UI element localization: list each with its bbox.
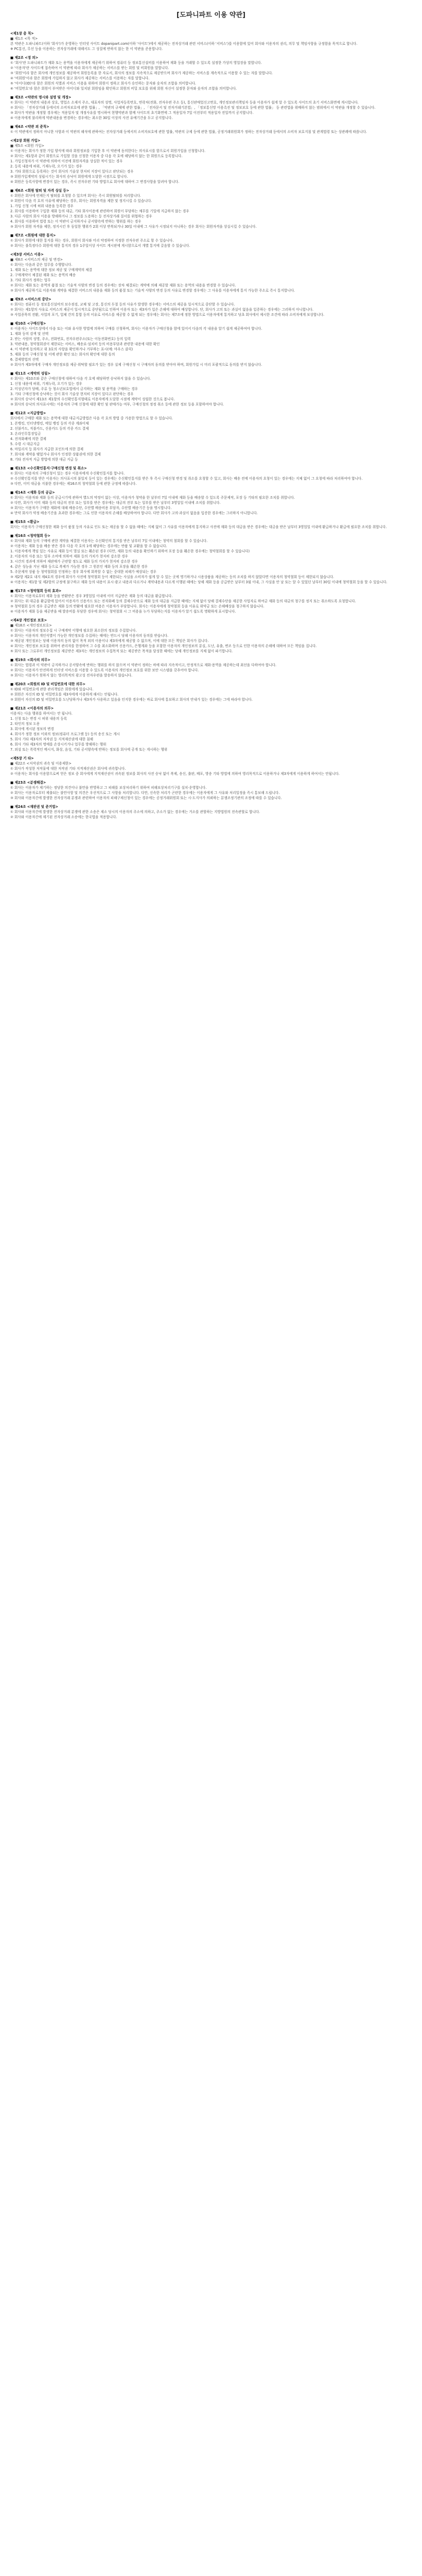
terms-line: 3. 기타 회원으로 등록하는 것이 회사의 기술상 현저히 지장이 있다고 판단되는 경우: [10, 170, 134, 174]
terms-line: ② 회사는 이용자의 개인식별이 가능한 개인정보를 수집하는 때에는 반드시 당해 이용자의 동의를 받습니다.: [10, 634, 169, 638]
terms-line: 4. 이 약관에 동의하고 위 3호의 사항을 확인하거나 거부하는 표시(예: 마우스 클릭): [10, 347, 133, 351]
terms-line: ② 회사는 재화 또는 용역의 품절 또는 기술적 사양의 변경 등의 경우에는 장차 체결되는 계약에 의해 제공할 재화 또는 용역의 내용을 변경할 수 있습니다.: [10, 283, 236, 287]
terms-line: 1. 신청 내용에 허위, 기재누락, 오기가 있는 경우: [10, 382, 82, 386]
terms-line: ① 회사가 회원에 대한 통지를 하는 경우, 회원이 회사와 미리 약정하여 지정한 전자우편 주소로 할 수 있습니다.: [10, 239, 174, 243]
terms-line: 2. 이용자의 사용 또는 일부 소비에 의하여 재화 등의 가치가 현저히 감소한 경우: [10, 554, 128, 558]
terms-line: 8. 기타 전자적 지급 방법에 의한 대금 지급 등: [10, 457, 78, 462]
terms-line: ① 이용자는 회사가 정한 가입 양식에 따라 회원정보를 기입한 후 이 약관에 동의한다는 의사표시를 함으로서 회원가입을 신청합니다.: [10, 149, 206, 153]
terms-line: 1. 폰뱅킹, 인터넷뱅킹, 메일 뱅킹 등의 각종 계좌이체: [10, 421, 89, 426]
terms-line: ■ 제22조 <저작권의 귀속 및 이용제한>: [10, 761, 72, 766]
terms-line: ③ 청약철회 등의 경우 공급받은 재화 등의 반환에 필요한 비용은 이용자가 부담합니다. 회사는 이용자에게 청약철회 등을 이유로 위약금 또는 손해배상을 청구하지 않습니다.: [10, 604, 265, 608]
terms-line: ② 회사의 승낙이 제13조 제1항의 수신확인통지형태로 이용자에게 도달한 시점에 계약이 성립한 것으로 봅니다.: [10, 397, 175, 401]
section-spacer: [10, 407, 411, 411]
terms-line: 3. 온라인무통장입금: [10, 432, 41, 436]
section-heading: <제3장 서비스 이용>: [10, 252, 44, 257]
terms-line: 2. 받는 사람의 성명, 주소, 전화번호, 전자우편주소(또는 이동전화번호) 등의 입력: [10, 337, 131, 341]
terms-line: ① 회사는 이용자의 구매신청이 있는 경우 이용자에게 수신확인통지를 합니다.: [10, 471, 125, 476]
terms-line: 5. 수령 시 대금지급: [10, 442, 40, 446]
terms-line: ① 회사는 제10조와 같은 구매신청에 대하여 다음 각 호에 해당하면 승낙하지 않을 수 있습니다.: [10, 377, 151, 381]
section-heading: <제5장 기 타>: [10, 756, 34, 760]
section-heading: ■ 제7조 <회원에 대한 통지>: [10, 233, 56, 238]
terms-line: 4. 회사를 이용하여 법령 또는 이 약관이 금지하거나 공서양속에 반하는 행위를 하는 경우: [10, 219, 142, 224]
terms-line: 1. 가입 신청 시에 허위 내용을 등록한 경우: [10, 204, 74, 208]
section-heading: ■ 제17조 <청약철회 등의 효과>: [10, 589, 62, 593]
terms-line: ③ 회원이 자신의 ID 및 비밀번호를 도난당하거나 제3자가 사용하고 있음을 인지한 경우에는 바로 회사에 통보하고 회사의 안내가 있는 경우에는 그에 따라야 합니다.: [10, 698, 253, 702]
terms-line: 본 약관은 도파니파트(이하 '회사')가 운영하는 인터넷 사이트 dopanipart.com(이하 '사이트')에서 제공하는 전자상거래 관련 서비스(이하 '서비스')를 이용함에 있어 회사와 이용자의 권리, 의무 및 책임사항을 규정함을 목적으로 합니다.: [10, 42, 358, 46]
section-heading: ■ 제16조 <청약철회 등>: [10, 534, 50, 538]
section-spacer: [10, 367, 411, 371]
terms-line: 1. 신청 또는 변경 시 허위 내용의 등록: [10, 717, 67, 721]
terms-line: ③ 회원가입계약의 성립시기는 회사의 승낙이 회원에게 도달한 시점으로 합니다.: [10, 175, 128, 179]
section-spacer: [10, 820, 411, 823]
terms-line: 1. 재화 또는 용역에 대한 정보 제공 및 구매계약의 체결: [10, 268, 92, 272]
terms-line: ② 회사는 위 대금을 환급함에 있어서 이용자가 신용카드 또는 전자화폐 등의 결제수단으로 재화 등의 대금을 지급한 때에는 지체 없이 당해 결제수단을 제공한 사업자로 하여금 재화 등의 대금의 청구를 정지 또는 취소하도록 요청합니다.: [10, 599, 356, 603]
terms-line: ※ PC통신, 무선 등을 이용하는 전자상거래에 대해서도 그 성질에 반하지 않는 한 이 약관을 준용합니다.: [10, 47, 163, 51]
terms-line: ③ 회사가 회원 자격을 제한, 정지시킨 후 동일한 행위가 2회 이상 반복되거나 30일 이내에 그 사유가 시정되지 아니하는 경우 회사는 회원자격을 상실시킬 수 있습니다.: [10, 225, 257, 229]
terms-line: ② 회사는 제1항의 사유로 서비스의 제공이 일시적으로 중단됨으로 인하여 이용자 또는 제3자가 입은 손해에 대하여 배상합니다. 단, 회사가 고의 또는 과실이 없음을 입증하는 경우에는 그러하지 아니합니다.: [10, 308, 313, 312]
terms-line: 4. 같은 성능을 지닌 재화 등으로 복제가 가능한 경우 그 원본인 재화 등의 포장을 훼손한 경우: [10, 565, 148, 569]
section-spacer: [10, 91, 411, 95]
terms-line: ① 회사와 이용자간에 발생한 전자상거래 분쟁에 관한 소송은 제소 당시의 이용자의 주소에 의하고, 주소가 없는 경우에는 거소를 관할하는 지방법원의 전속관할로 합니다.: [10, 810, 260, 814]
section-spacer: [10, 486, 411, 490]
terms-line: 4. 회사가 정한 정보 이외의 정보(컴퓨터 프로그램 등) 등의 송신 또는 게시: [10, 732, 120, 736]
terms-line: 6. 마일리지 등 회사가 지급한 포인트에 의한 결제: [10, 447, 83, 451]
terms-line: ⑥ '비밀번호'라 함은 회원이 부여받은 아이디와 일치된 회원임을 확인하고 회원의 비밀 보호를 위해 회원 자신이 설정한 문자와 숫자의 조합을 의미합니다.: [10, 87, 237, 91]
section-spacer: [10, 801, 411, 804]
section-spacer: [10, 654, 411, 657]
section-spacer: [10, 702, 411, 706]
terms-line: 1. 가입신청자가 이 약관에 의하여 이전에 회원자격을 상실한 적이 있는 경우: [10, 159, 123, 163]
section-spacer: [10, 121, 411, 124]
section-spacer: [10, 184, 411, 188]
section-heading: ■ 제10조 <구매신청>: [10, 321, 46, 326]
terms-line: 2. 등록 내용에 허위, 기재누락, 오기가 있는 경우: [10, 164, 82, 168]
section-spacer: [10, 248, 411, 252]
section-heading: ■ 제2조 <정 의>: [10, 56, 39, 60]
terms-line: ④ 만약 회사가 약정 배송기간을 초과한 경우에는 그로 인한 이용자의 손해를 배상하여야 합니다. 다만 회사가 고의·과실이 없음을 입증한 경우에는 그러하지 아니합니다.: [10, 511, 258, 515]
terms-line: ② 회원이 다음 각 호의 사유에 해당하는 경우, 회사는 회원자격을 제한 및 정지시킬 수 있습니다.: [10, 199, 152, 203]
terms-line: ■ 제18조 <개인정보보호>: [10, 623, 52, 628]
section-spacer: [10, 516, 411, 519]
section-heading: ■ 제21조 <이용자의 의무>: [10, 706, 54, 710]
terms-line: ② 회사는 불특정다수 회원에 대한 통지의 경우 1주일이상 사이트 게시판에 게시함으로서 개별 통지에 갈음할 수 있습니다.: [10, 244, 190, 248]
terms-line: 3. 기타 회사가 정하는 업무: [10, 278, 51, 282]
section-spacer: [10, 134, 411, 138]
section-heading: ■ 제12조 <지급방법>: [10, 411, 46, 415]
terms-line: 2. 타인의 정보 도용: [10, 722, 40, 726]
terms-line: ② 다만, 회사가 이미 재화 등의 대금의 전부 또는 일부를 받은 경우에는 대금의 전부 또는 일부를 받은 날부터 3영업일 이내에 조치를 취합니다.: [10, 501, 221, 505]
section-spacer: [10, 776, 411, 780]
terms-line: ③ 제공된 개인정보는 당해 이용자의 동의 없이 목적 외의 이용이나 제3자에게 제공할 수 없으며, 이에 대한 모든 책임은 회사가 집니다.: [10, 639, 209, 643]
terms-line: ① ID와 비밀번호에 관한 관리책임은 회원에게 있습니다.: [10, 687, 94, 691]
terms-line: ② '이용자'란 사이트에 접속하여 이 약관에 따라 회사가 제공하는 서비스를 받는 회원 및 비회원을 말합니다.: [10, 66, 169, 70]
section-heading: ■ 제6조 <회원 탈퇴 및 자격 상실 등>: [10, 189, 69, 193]
terms-line: 2. 회사를 이용하여 구입한 재화 등의 대금, 기타 회사이용에 관련하여 회원이 부담하는 채무를 기일에 지급하지 않는 경우: [10, 209, 189, 213]
terms-line: ④ 이용자는 제1항 및 제2항의 규정에 불구하고 재화 등의 내용이 표시·광고 내용과 다르거나 계약내용과 다르게 이행된 때에는 당해 재화 등을 공급받은 날부터 3월 이내, 그 사실을 안 날 또는 알 수 있었던 날부터 30일 이내에 청약철회 등을 할 수 있습니다.: [10, 580, 388, 584]
terms-line: ③ 회사는 이용자가 원하지 않는 영리목적의 광고성 전자우편을 발송하지 않습니다.: [10, 673, 133, 677]
terms-line: ① 회사는 이용자와 재화 등의 공급시기에 관하여 별도의 약정이 없는 이상, 이용자가 청약을 한 날부터 7일 이내에 재화 등을 배송할 수 있도록 주문제작, 포장 등 기타의 필요한 조치를 취합니다.: [10, 496, 295, 500]
section-heading: ■ 제4조 <약관 외 준칙>: [10, 125, 49, 129]
terms-line: ① 회원은 회사에 언제든지 탈퇴를 요청할 수 있으며 회사는 즉시 회원탈퇴를 처리합니다.: [10, 194, 141, 198]
terms-line: ② 회원은 자신의 ID 및 비밀번호를 제3자에게 이용하게 해서는 안됩니다.: [10, 692, 119, 697]
terms-line: ④ 회사는 개인정보 보호를 위하여 관리자를 한정하여 그 수를 최소화하며 신용카드, 은행계좌 등을 포함한 이용자의 개인정보의 분실, 도난, 유출, 변조 등으로 인한 이용자의 손해에 대하여 모든 책임을 집니다.: [10, 644, 317, 648]
terms-line: 6. 회사 기타 제3자의 명예를 손상시키거나 업무를 방해하는 행위: [10, 742, 107, 747]
terms-line: ① 회사와 재화 등의 구매에 관한 계약을 체결한 이용자는 수신확인의 통지를 받은 날부터 7일 이내에는 청약의 철회를 할 수 있습니다.: [10, 539, 208, 543]
section-heading: <제2장 회원 가입>: [10, 139, 41, 143]
terms-line: ① 회사는 다음과 같은 업무를 수행합니다.: [10, 263, 73, 267]
terms-line: 7. 외설 또는 폭력적인 메시지, 화상, 음성, 기타 공서양속에 반하는 정보를 회사에 공개 또는 게시하는 행위: [10, 748, 168, 752]
terms-line: 회사에서 구매한 재화 또는 용역에 대한 대금지급방법은 다음 각 호의 방법 중 가용한 방법으로 할 수 있습니다.: [10, 416, 173, 420]
section-heading: ■ 제24조 <재판권 및 준거법>: [10, 805, 58, 809]
terms-line: ③ '회원'이라 함은 회사에 개인정보를 제공하여 회원등록을 한 자로서, 회사의 정보를 지속적으로 제공받으며 회사가 제공하는 서비스를 계속적으로 이용할 수 있는 자를 말합니다.: [10, 71, 273, 75]
terms-line: ② 회사는 이용자로부터 제출되는 불만사항 및 의견은 우선적으로 그 사항을 처리합니다. 다만, 신속한 처리가 곤란한 경우에는 이용자에게 그 사유와 처리일정을 즉시 통보해 드립니다.: [10, 791, 280, 795]
terms-line: ② 회사는 이용자가 안전하게 인터넷 서비스를 이용할 수 있도록 이용자의 개인정보 보호를 위한 보안 시스템을 갖추어야 합니다.: [10, 668, 199, 672]
section-heading: ■ 제14조 <재화 등의 공급>: [10, 490, 55, 495]
terms-line: ① 회사는 법령과 이 약관이 금지하거나 공서양속에 반하는 행위를 하지 않으며 이 약관이 정하는 바에 따라 지속적이고, 안정적으로 재화·용역을 제공하는데 최선을 다하여야 합니다.: [10, 663, 276, 667]
terms-line: ④ '비회원'이라 함은 회원에 가입하지 않고 회사가 제공하는 서비스를 이용하는 자를 말합니다.: [10, 76, 150, 80]
terms-line: ② 회사와 이용자간에 제기된 전자상거래 소송에는 한국법을 적용합니다.: [10, 815, 117, 819]
terms-line: ③ 회사의 승낙의 의사표시에는 이용자의 구매 신청에 대한 확인 및 판매가능 여부, 구매신청의 정정 취소 등에 관한 정보 등을 포함하여야 합니다.: [10, 402, 224, 406]
terms-line: ④ 이용자에게 불리하게 약관내용을 변경하는 경우에는 최소한 30일 이상의 사전 유예기간을 두고 공지합니다.: [10, 116, 173, 120]
terms-line: 3. 기타 구매신청에 승낙하는 것이 회사 기술상 현저히 지장이 있다고 판단하는 경우: [10, 392, 134, 396]
terms-line: ① 회사는 컴퓨터 등 정보통신설비의 보수점검, 교체 및 고장, 통신의 두절 등의 사유가 발생한 경우에는 서비스의 제공을 일시적으로 중단할 수 있습니다.: [10, 302, 235, 307]
terms-line: ⑤ '아이디(ID)'라 함은 회원의 식별과 서비스 이용을 위하여 회원이 정하고 회사가 승인하는 문자와 숫자의 조합을 의미합니다.: [10, 81, 196, 86]
terms-line: ① 회사가 작성한 저작물에 대한 저작권 기타 지적재산권은 회사에 귀속합니다.: [10, 767, 126, 771]
terms-line: ② 이용자는 회사를 이용함으로써 얻은 정보 중 회사에게 지적재산권이 귀속된 정보를 회사의 사전 승낙 없이 복제, 송신, 출판, 배포, 방송 기타 방법에 의하여 영리목적으로 이용하거나 제3자에게 이용하게 하여서는 안됩니다.: [10, 772, 340, 776]
section-heading: <제1장 총 칙>: [10, 31, 34, 36]
terms-line: 2. 미성년자가 담배, 주류 등 청소년보호법에서 금지하는 재화 및 용역을 구매하는 경우: [10, 387, 138, 391]
terms-line: ■ 제5조 <회원 가입>: [10, 144, 44, 148]
section-spacer: [10, 530, 411, 533]
section-heading: ■ 제15조 <환급>: [10, 520, 40, 524]
section-heading: ■ 제11조 <계약의 성립>: [10, 371, 50, 376]
section-spacer: [10, 293, 411, 297]
terms-line: ① 회사는 이용자가 제기하는 정당한 의견이나 불만을 반영하고 그 피해를 보상처리하기 위하여 피해보상처리기구를 설치·운영합니다.: [10, 786, 207, 790]
terms-line: ① '회사'란 도파니파트가 재화 또는 용역을 이용자에게 제공하기 위하여 컴퓨터 등 정보통신설비를 이용하여 재화 등을 거래할 수 있도록 설정한 가상의 영업장을 말합니다.: [10, 61, 262, 65]
terms-line: 3. 회사에 게시된 정보의 변경: [10, 727, 54, 731]
terms-line: ② 회사가 제3자에게 구매자 개인정보를 제공·위탁할 필요가 있는 경우 실제 구매신청 시 구매자의 동의를 받아야 하며, 회원가입 시 미리 포괄적으로 동의를 받지 않습니다.: [10, 363, 262, 367]
terms-line: ② 회사는 「전자상거래 등에서의 소비자보호에 관한 법률」, 「약관의 규제에 관한 법률」, 「전자문서 및 전자거래기본법」, 「정보통신망 이용촉진 및 정보보호 등에 관한 법률」 등 관련법을 위배하지 않는 범위에서 이 약관을 개정할 수 있습니다.: [10, 106, 376, 110]
terms-line: ③ 회사와 이용자간에 발생한 전자상거래 분쟁과 관련하여 이용자의 피해구제신청이 있는 경우에는 공정거래위원회 또는 시·도지사가 의뢰하는 분쟁조정기관의 조정에 따를 수 있습니다.: [10, 796, 282, 800]
terms-line: 3. 시간의 경과에 의하여 재판매가 곤란할 정도로 재화 등의 가치가 현저히 감소한 경우: [10, 560, 138, 564]
terms-line: ① 회사는 이용자의 정보수집 시 구매계약 이행에 필요한 최소한의 정보를 수집합니다.: [10, 629, 137, 633]
terms-line: ③ 제2항 제2호 내지 제4호의 경우에 회사가 사전에 청약철회 등이 제한되는 사실을 소비자가 쉽게 알 수 있는 곳에 명기하거나 시용상품을 제공하는 등의 조치를 하지 않았다면 이용자의 청약철회 등이 제한되지 않습니다.: [10, 575, 335, 579]
terms-line: ③ 회사는 이용자가 구매한 재화에 대해 배송수단, 수단별 배송비용 부담자, 수단별 배송기간 등을 명시합니다.: [10, 506, 172, 510]
terms-line: ① 회사는 이 약관의 내용과 상호, 영업소 소재지 주소, 대표자의 성명, 사업자등록번호, 연락처(전화, 전자우편 주소 등), 통신판매업신고번호, 개인정보관리책임자 등을 이용자가 쉽게 알 수 있도록 사이트의 초기 서비스화면에 게시합니다.: [10, 100, 359, 105]
terms-line: 2. 선불카드, 직불카드, 신용카드 등의 각종 카드 결제: [10, 427, 89, 431]
terms-line: 2. 구매계약이 체결된 재화 또는 용역의 배송: [10, 273, 76, 277]
terms-line: ④ 이용자가 재화 등을 제공받을 때 발송비를 부담한 경우에 회사는 청약철회 시 그 비용을 누가 부담하는지를 이용자가 알기 쉽도록 명확하게 표시합니다.: [10, 609, 236, 614]
terms-line: 6. 결제방법의 선택: [10, 358, 39, 362]
terms-line: ⑤ 회사 또는 그로부터 개인정보를 제공받은 제3자는 개인정보의 수집목적 또는 제공받은 목적을 달성한 때에는 당해 개인정보를 지체 없이 파기합니다.: [10, 649, 233, 653]
terms-line: ② 이용자는 재화 등을 배송 받은 경우 다음 각 호의 1에 해당하는 경우에는 반품 및 교환을 할 수 없습니다.: [10, 544, 167, 548]
section-spacer: [10, 614, 411, 618]
terms-line: ■ 제8조 <서비스의 제공 및 변경>: [10, 258, 63, 262]
terms-line: ① 이용자는 사이트상에서 다음 또는 이와 유사한 방법에 의하여 구매를 신청하며, 회사는 이용자가 구매신청을 함에 있어서 다음의 각 내용을 알기 쉽게 제공하여야 합니다.: [10, 327, 262, 331]
document-title: [도파니파트 이용 약관]: [177, 11, 245, 19]
section-heading: ■ 제19조 <회사의 의무>: [10, 658, 50, 662]
terms-line: 5. 주문제작 상품 등 청약철회를 인정하는 경우 회사에 회복할 수 없는 중대한 피해가 예상되는 경우: [10, 570, 157, 574]
terms-line: 1. 이용자에게 책임 있는 사유로 재화 등이 멸실 또는 훼손된 경우 (다만, 재화 등의 내용을 확인하기 위하여 포장 등을 훼손한 경우에는 청약철회를 할 수 있습니다): [10, 549, 250, 553]
section-spacer: [10, 462, 411, 466]
terms-line: ■ 제1조 <목 적>: [10, 37, 38, 41]
terms-line: ④ 회원은 등록사항에 변경이 있는 경우, 즉시 전자우편 기타 방법으로 회사에 대하여 그 변경사항을 알려야 합니다.: [10, 180, 180, 184]
section-spacer: [10, 678, 411, 682]
terms-line: ② 회사는 제1항과 같이 회원으로 가입할 것을 신청한 이용자 중 다음 각 호에 해당하지 않는 한 회원으로 등록합니다.: [10, 154, 183, 158]
terms-line: 이용자는 다음 행위를 하여서는 안 됩니다.: [10, 711, 73, 716]
section-heading: ■ 제9조 <서비스의 중단>: [10, 297, 51, 301]
section-heading: ■ 제23조 <분쟁해결>: [10, 781, 46, 785]
terms-content: [10, 31, 411, 823]
section-spacer: [10, 752, 411, 756]
terms-line: 1. 재화 등의 검색 및 선택: [10, 332, 49, 336]
section-heading: ■ 제3조 <약관의 명시와 설명 및 개정>: [10, 95, 72, 99]
section-heading: <제4장 개인정보 보호>: [10, 618, 47, 622]
terms-line: ③ 다만, 이미 대금을 지불한 경우에는 제16조의 청약철회 등에 관한 규정에 따릅니다.: [10, 482, 137, 486]
terms-line: 5. 재화 등의 구매신청 및 이에 관한 확인 또는 회사의 확인에 대한 동의: [10, 352, 115, 357]
section-spacer: [10, 585, 411, 588]
terms-line: 5. 회사 기타 제3자의 저작권 등 지적재산권에 대한 침해: [10, 737, 94, 741]
terms-line: ② 수신확인통지를 받은 이용자는 의사표시의 불일치 등이 있는 경우에는 수신확인통지를 받은 후 즉시 구매신청 변경 및 취소를 요청할 수 있고, 회사는 배송 전에 이용자의 요청이 있는 경우에는 지체 없이 그 요청에 따라 처리하여야 합니다.: [10, 477, 363, 481]
section-heading: ■ 제13조 <수신확인통지·구매신청 변경 및 취소>: [10, 466, 87, 470]
section-spacer: [10, 229, 411, 233]
terms-line: 4. 전자화폐에 의한 결제: [10, 437, 46, 441]
terms-line: 3. 다른 사람의 회사 이용을 방해하거나 그 정보를 도용하는 등 전자상거래 질서를 위협하는 경우: [10, 214, 152, 218]
terms-line: ③ 회사가 제공하기로 이용자와 계약을 체결한 서비스의 내용을 재화 등의 품절 또는 기술적 사양의 변경 등의 사유로 변경할 경우에는 그 사유를 이용자에게 통지 가능한 주소로 즉시 통지합니다.: [10, 289, 295, 293]
section-heading: ■ 제20조 <회원의 ID 및 비밀번호에 대한 의무>: [10, 682, 85, 686]
terms-line: ① 회사는 이용자로부터 재화 등을 반환받은 경우 3영업일 이내에 이미 지급받은 재화 등의 대금을 환급합니다.: [10, 594, 173, 598]
terms-line: ③ 사업종목의 전환, 사업의 포기, 업체 간의 통합 등의 이유로 서비스를 제공할 수 없게 되는 경우에는 회사는 제7조에 정한 방법으로 이용자에게 통지하고 당초 회사에서 제시한 조건에 따라 소비자에게 보상합니다.: [10, 313, 325, 317]
terms-line: 7. 회사와 계약을 맺었거나 회사가 인정한 상품권에 의한 결제: [10, 452, 101, 456]
terms-line: ① 이 약관에서 정하지 아니한 사항과 이 약관의 해석에 관하여는 전자상거래 등에서의 소비자보호에 관한 법률, 약관의 규제 등에 관한 법률, 공정거래위원회가 정하는 전자상거래 등에서의 소비자 보호지침 및 관계법령 또는 상관례에 따릅니다.: [10, 130, 367, 134]
terms-line: 회사는 이용자가 구매신청한 재화 등이 품절 등의 사유로 인도 또는 제공을 할 수 없을 때에는 지체 없이 그 사유를 이용자에게 통지하고 사전에 재화 등의 대금을 받은 경우에는 대금을 받은 날부터 3영업일 이내에 환급하거나 환급에 필요한 조치를 취합니다.: [10, 525, 387, 529]
section-spacer: [10, 52, 411, 55]
terms-line: 3. 약관내용, 청약철회권이 제한되는 서비스, 배송료·설치비 등의 비용부담과 관련한 내용에 대한 확인: [10, 342, 160, 346]
section-spacer: [10, 317, 411, 321]
terms-line: ③ 회사가 약관을 개정할 경우에는 적용일자 및 개정사유를 명시하여 현행약관과 함께 사이트의 초기화면에 그 적용일자 7일 이전부터 적용일자 전일까지 공지합니다.: [10, 111, 254, 115]
